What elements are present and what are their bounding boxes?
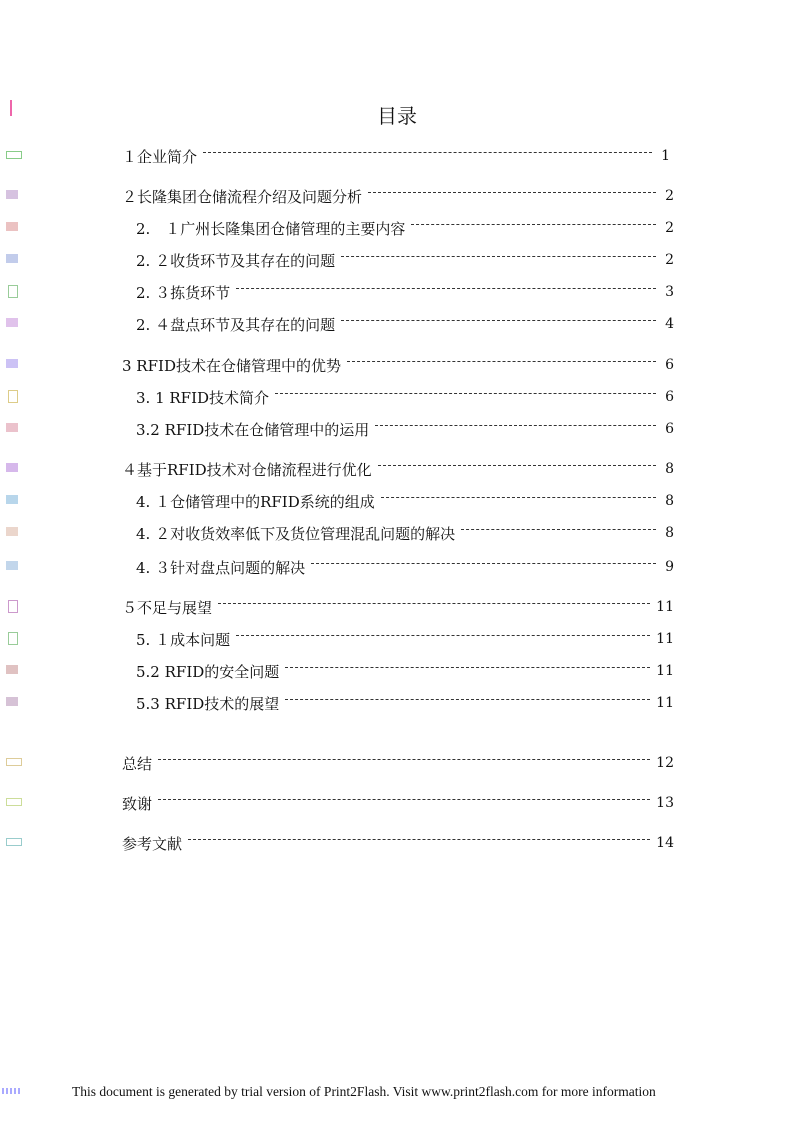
margin-mark <box>2 835 22 849</box>
dot-leader <box>188 839 650 840</box>
toc-entry-text: 3 RFID技术在仓储管理中的优势 <box>122 356 341 375</box>
toc-entry[interactable] <box>136 557 674 577</box>
toc-entry[interactable] <box>122 753 674 773</box>
toc-entry-page: 11 <box>656 599 674 615</box>
margin-mark <box>2 316 22 330</box>
dot-leader <box>461 529 656 530</box>
toc-entry-text: ５不足与展望 <box>122 598 213 617</box>
toc-entry-text: 3. 1 RFID技术简介 <box>136 388 270 407</box>
margin-mark <box>2 220 22 234</box>
margin-mark <box>2 188 22 202</box>
toc-entry[interactable] <box>136 387 674 407</box>
dot-leader <box>218 603 650 604</box>
dot-leader <box>341 256 656 257</box>
margin-mark <box>2 795 22 809</box>
toc-entry-text: 5.2 RFID的安全问题 <box>136 662 280 681</box>
toc-entry[interactable] <box>136 218 674 238</box>
toc-entry-page: 2 <box>665 252 674 268</box>
footer-mark <box>2 1088 22 1096</box>
toc-entry-page: 11 <box>656 631 674 647</box>
dot-leader <box>275 393 656 394</box>
toc-entry-text: 4. ２对收货效率低下及货位管理混乱问题的解决 <box>136 524 456 543</box>
toc-entry-page: 1 <box>661 148 670 164</box>
dot-leader <box>236 635 650 636</box>
toc-entry[interactable] <box>122 793 674 813</box>
toc-entry-text: 总结 <box>122 754 153 773</box>
dot-leader <box>341 320 656 321</box>
margin-mark <box>2 389 22 403</box>
toc-entry-text: 4. １仓储管理中的RFID系统的组成 <box>136 492 375 511</box>
toc-entry-page: 13 <box>656 795 674 811</box>
toc-entry-text: 参考文献 <box>122 834 183 853</box>
dot-leader <box>411 224 656 225</box>
toc-entry-page: 2 <box>665 220 674 236</box>
toc-entry-page: 14 <box>656 835 674 851</box>
dot-leader <box>368 192 656 193</box>
toc-entry-page: 11 <box>656 663 674 679</box>
toc-entry-text: 2. ４盘点环节及其存在的问题 <box>136 315 336 334</box>
toc-entry-page: 6 <box>665 357 674 373</box>
toc-entry-page: 8 <box>665 525 674 541</box>
dot-leader <box>375 425 656 426</box>
margin-mark <box>2 663 22 677</box>
toc-entry-text: 4. ３针对盘点问题的解决 <box>136 558 306 577</box>
toc-entry-page: 3 <box>665 284 674 300</box>
margin-mark <box>2 525 22 539</box>
toc-entry[interactable] <box>136 693 674 713</box>
margin-mark <box>2 100 22 114</box>
dot-leader <box>236 288 656 289</box>
toc-entry[interactable] <box>136 250 674 270</box>
margin-mark <box>2 284 22 298</box>
toc-entry[interactable] <box>136 419 674 439</box>
margin-mark <box>2 559 22 573</box>
toc-entry[interactable] <box>136 523 674 543</box>
toc-entry[interactable] <box>122 146 670 166</box>
dot-leader <box>285 699 650 700</box>
toc-entry[interactable] <box>122 186 674 206</box>
toc-entry[interactable] <box>136 661 674 681</box>
toc-entry[interactable] <box>122 459 674 479</box>
toc-entry[interactable] <box>122 833 674 853</box>
toc-entry-page: 4 <box>665 316 674 332</box>
margin-mark <box>2 695 22 709</box>
toc-entry-text: 2. ２收货环节及其存在的问题 <box>136 251 336 270</box>
margin-mark <box>2 755 22 769</box>
toc-entry-text: 5.3 RFID技术的展望 <box>136 694 280 713</box>
toc-title: 目录 <box>377 104 417 128</box>
toc-entry[interactable] <box>136 629 674 649</box>
toc-entry[interactable] <box>136 491 674 511</box>
dot-leader <box>311 563 656 564</box>
toc-entry-page: 9 <box>665 559 674 575</box>
toc-entry-text: ４基于RFID技术对仓储流程进行优化 <box>122 460 372 479</box>
toc-entry[interactable] <box>122 597 674 617</box>
toc-entry-page: 6 <box>665 421 674 437</box>
toc-entry-text: 2. ３拣货环节 <box>136 283 231 302</box>
dot-leader <box>378 465 656 466</box>
dot-leader <box>347 361 656 362</box>
margin-mark <box>2 252 22 266</box>
toc-entry-page: 6 <box>665 389 674 405</box>
margin-mark <box>2 148 22 162</box>
dot-leader <box>381 497 656 498</box>
toc-entry-text: 2. １广州长隆集团仓储管理的主要内容 <box>136 219 406 238</box>
margin-mark <box>2 631 22 645</box>
toc-entry-text: 致谢 <box>122 794 153 813</box>
dot-leader <box>158 759 650 760</box>
margin-mark <box>2 493 22 507</box>
margin-mark <box>2 421 22 435</box>
toc-entry-page: 8 <box>665 461 674 477</box>
toc-entry-text: 5. １成本问题 <box>136 630 231 649</box>
dot-leader <box>203 152 652 153</box>
toc-entry[interactable] <box>136 314 674 334</box>
toc-entry[interactable] <box>136 282 674 302</box>
toc-entry-page: 11 <box>656 695 674 711</box>
toc-entry-text: 3.2 RFID技术在仓储管理中的运用 <box>136 420 370 439</box>
toc-entry-page: 2 <box>665 188 674 204</box>
toc-entry-page: 8 <box>665 493 674 509</box>
toc-entry-text: ２长隆集团仓储流程介绍及问题分析 <box>122 187 363 206</box>
dot-leader <box>285 667 650 668</box>
toc-entry[interactable] <box>122 355 674 375</box>
toc-entry-text: １企业简介 <box>122 147 198 166</box>
margin-mark <box>2 357 22 371</box>
dot-leader <box>158 799 650 800</box>
margin-mark <box>2 461 22 475</box>
margin-mark <box>2 599 22 613</box>
trial-watermark-footer: This document is generated by trial version of Print2Flash. Visit www.print2flash.com for more information <box>72 1084 656 1099</box>
toc-entry-page: 12 <box>656 755 674 771</box>
